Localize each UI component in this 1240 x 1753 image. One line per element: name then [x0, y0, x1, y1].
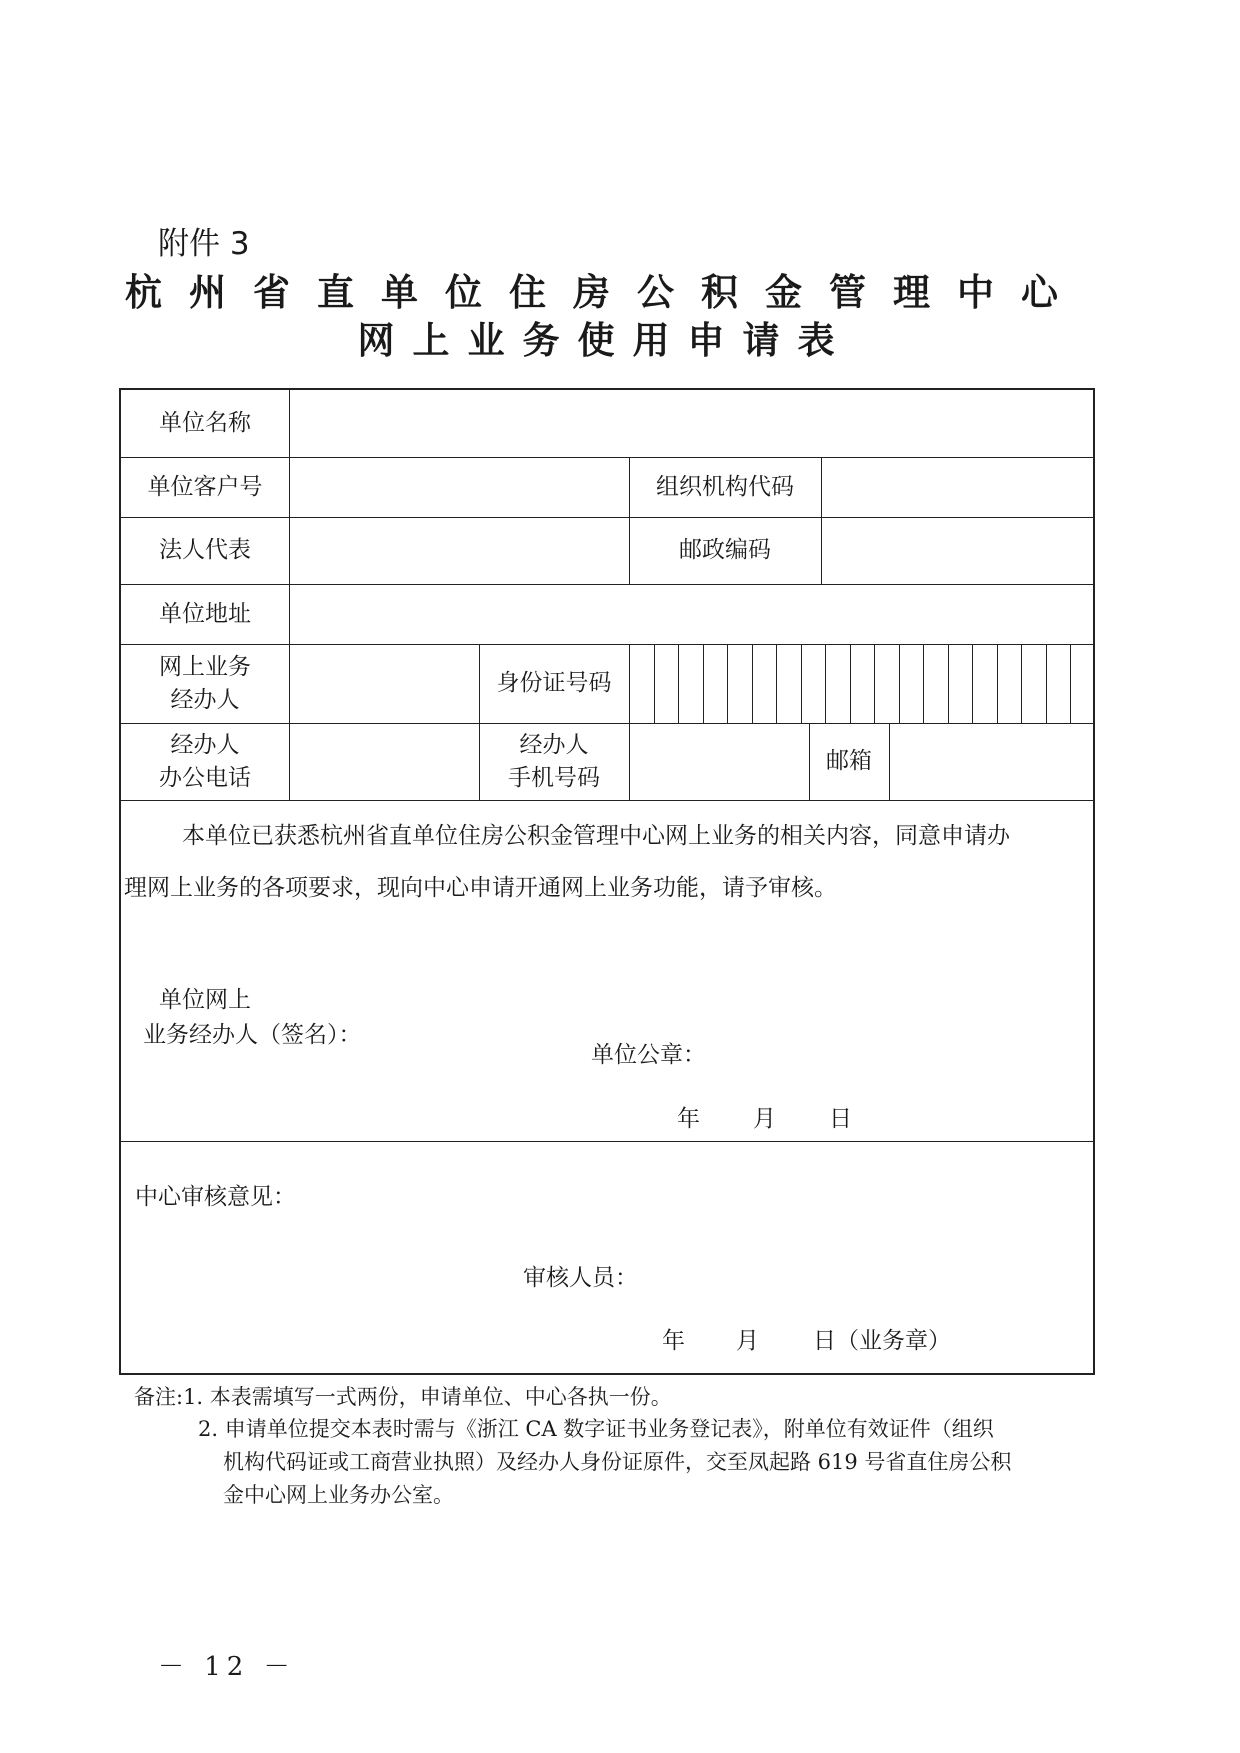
id-number-label: 身份证号码 — [496, 670, 612, 696]
handler-mobile-label-line1: 经办人 — [519, 731, 589, 758]
reviewer-label: 审核人员： — [523, 1265, 638, 1291]
review-date-month: 月 — [736, 1328, 759, 1354]
statement-date-day: 日 — [829, 1106, 852, 1132]
notes-line1: 备注:1. 本表需填写一式两份，申请单位、中心各执一份。 — [134, 1385, 672, 1409]
online-handler-field[interactable] — [291, 646, 477, 721]
handler-mobile-field[interactable] — [631, 725, 807, 798]
form-title-line1: 杭州省直单位住房公积金管理中心 — [125, 271, 1085, 314]
unit-name-field[interactable] — [291, 392, 1091, 455]
online-handler-label — [121, 644, 289, 723]
form-title-line2: 网上业务使用申请表 — [357, 319, 853, 362]
handler-mobile-label — [479, 723, 629, 800]
unit-address-label: 单位地址 — [159, 600, 251, 627]
handler-office-phone-label-line2: 办公电话 — [159, 764, 251, 791]
unit-customer-no-label: 单位客户号 — [147, 473, 263, 500]
reviewer-field[interactable] — [641, 1245, 941, 1295]
handler-mobile-label-line2: 手机号码 — [508, 764, 600, 791]
postal-code-label: 邮政编码 — [679, 537, 771, 563]
notes-line2: 2. 申请单位提交本表时需与《浙江 CA 数字证书业务登记表》，附单位有效证件（组织 — [198, 1417, 994, 1441]
statement-date-year: 年 — [677, 1106, 700, 1132]
legal-rep-label: 法人代表 — [159, 537, 251, 563]
notes-line4: 金中心网上业务办公室。 — [223, 1483, 454, 1507]
unit-address-field[interactable] — [291, 586, 1091, 642]
review-date-day: 日（业务章） — [813, 1328, 951, 1354]
online-handler-label-line1: 网上业务 — [159, 653, 251, 680]
postal-code-field[interactable] — [823, 519, 1091, 582]
handler-sign-line1: 单位网上 — [159, 987, 251, 1013]
notes-line3: 机构代码证或工商营业执照）及经办人身份证原件，交至凤起路 619 号省直住房公积 — [223, 1450, 1012, 1474]
unit-name-label: 单位名称 — [159, 410, 251, 436]
handler-office-phone-label — [121, 723, 289, 800]
unit-seal-label: 单位公章： — [591, 1042, 706, 1068]
review-opinion-field[interactable] — [306, 1165, 1066, 1220]
handler-sign-line2: 业务经办人（签名）： — [143, 1022, 362, 1048]
statement-line2: 理网上业务的各项要求，现向中心申请开通网上业务功能，请予审核。 — [124, 875, 837, 901]
statement-line1: 本单位已获悉杭州省直单位住房公积金管理中心网上业务的相关内容，同意申请办 — [182, 823, 1010, 849]
attachment-label: 附件 3 — [158, 226, 250, 262]
review-opinion-label: 中心审核意见： — [135, 1184, 296, 1210]
page-number: － 12 － — [158, 1652, 296, 1682]
email-label: 邮箱 — [826, 748, 872, 774]
application-form-table — [119, 388, 1095, 1375]
org-code-label: 组织机构代码 — [656, 473, 794, 500]
legal-rep-field[interactable] — [291, 519, 627, 582]
review-date-year: 年 — [662, 1328, 685, 1354]
statement-date-month: 月 — [753, 1106, 776, 1132]
email-field[interactable] — [891, 725, 1091, 798]
handler-office-phone-field[interactable] — [291, 725, 477, 798]
unit-seal-area[interactable] — [706, 1020, 1006, 1080]
org-code-field[interactable] — [823, 459, 1091, 515]
handler-office-phone-label-line1: 经办人 — [170, 731, 240, 758]
unit-customer-no-field[interactable] — [291, 459, 627, 515]
online-handler-label-line2: 经办人 — [170, 686, 240, 713]
